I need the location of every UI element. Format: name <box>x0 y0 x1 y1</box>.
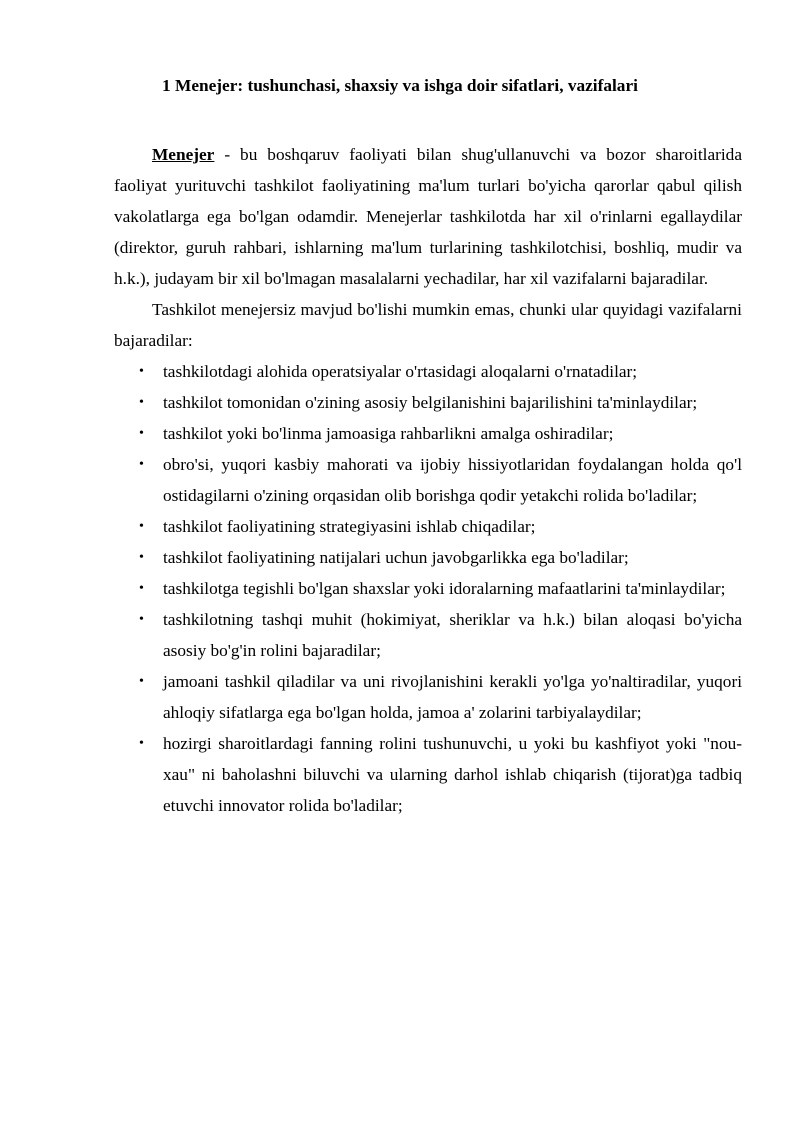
list-item-text: tashkilot tomonidan o'zining asosiy belgilanishini bajarilishini ta'minlaydilar; <box>163 393 698 412</box>
list-item <box>114 511 742 542</box>
definition-paragraph <box>114 139 742 294</box>
bullet-icon: • <box>139 736 144 751</box>
bullet-icon: • <box>139 426 144 441</box>
bullet-icon: • <box>139 581 144 596</box>
list-item <box>114 418 742 449</box>
document-body <box>114 139 742 821</box>
list-item <box>114 573 742 604</box>
list-item <box>114 542 742 573</box>
definition-text: - bu boshqaruv faoliyati bilan shug'ullanuvchi va bozor sharoitlarida faoliyat yurituvchi tashkilot faoliyatining ma'lum turlari bo'yicha qarorlar qabul qilish vakolatlarga ega bo'lgan odamdir. Menejerlar tashkilotda har xil o'rinlarni egallaydilar (direktor, guruh rahbari, ishlarning ma'lum turlarining tashkilotchisi, boshliq, mudir va h.k.), judayam bir xil bo'lmagan masalalarni yechadilar, har xil vazifalarni bajaradilar. <box>114 145 742 288</box>
bullet-icon: • <box>139 612 144 627</box>
bullet-icon: • <box>139 395 144 410</box>
list-item-text: tashkilot faoliyatining strategiyasini ishlab chiqadilar; <box>163 517 536 536</box>
page-title: 1 Menejer: tushunchasi, shaxsiy va ishga doir sifatlari, vazifalari <box>162 76 638 95</box>
list-item-text: tashkilot faoliyatining natijalari uchun javobgarlikka ega bo'ladilar; <box>163 548 629 567</box>
bullet-icon: • <box>139 674 144 689</box>
bullet-icon: • <box>139 457 144 472</box>
list-item <box>114 449 742 511</box>
list-item-text: tashkilotdagi alohida operatsiyalar o'rtasidagi aloqalarni o'rnatadilar; <box>163 362 638 381</box>
intro-paragraph: Tashkilot menejersiz mavjud bo'lishi mumkin emas, chunki ular quyidagi vazifalarni bajaradilar: <box>114 300 742 350</box>
list-item <box>114 387 742 418</box>
list-item <box>114 666 742 728</box>
list-item <box>114 604 742 666</box>
list-item-text: hozirgi sharoitlardagi fanning rolini tushunuvchi, u yoki bu kashfiyot yoki "nou-xau" ni baholashni biluvchi va ularning darhol ishlab chiqarish (tijorat)ga tadbiq etuvchi innovator rolida bo'ladilar; <box>163 734 742 815</box>
list-item-text: obro'si, yuqori kasbiy mahorati va ijobiy hissiyotlaridan foydalangan holda qo'l ostidagilarni o'zining orqasidan olib borishga qodir yetakchi rolida bo'ladilar; <box>163 455 742 505</box>
bullet-icon: • <box>139 550 144 565</box>
bullet-icon: • <box>139 364 144 379</box>
defined-term: Menejer <box>152 145 215 164</box>
list-item-text: jamoani tashkil qiladilar va uni rivojlanishini kerakli yo'lga yo'naltiradilar, yuqori ahloqiy sifatlarga ega bo'lgan holda, jamoa a' zolarini tarbiyalaydilar; <box>163 672 742 722</box>
duties-list <box>114 356 742 821</box>
bullet-icon: • <box>139 519 144 534</box>
list-item <box>114 356 742 387</box>
list-item-text: tashkilotga tegishli bo'lgan shaxslar yoki idoralarning mafaatlarini ta'minlaydilar; <box>163 579 726 598</box>
list-item <box>114 728 742 821</box>
list-item-text: tashkilot yoki bo'linma jamoasiga rahbarlikni amalga oshiradilar; <box>163 424 614 443</box>
list-item-text: tashkilotning tashqi muhit (hokimiyat, sheriklar va h.k.) bilan aloqasi bo'yicha asosiy bo'g'in rolini bajaradilar; <box>163 610 742 660</box>
